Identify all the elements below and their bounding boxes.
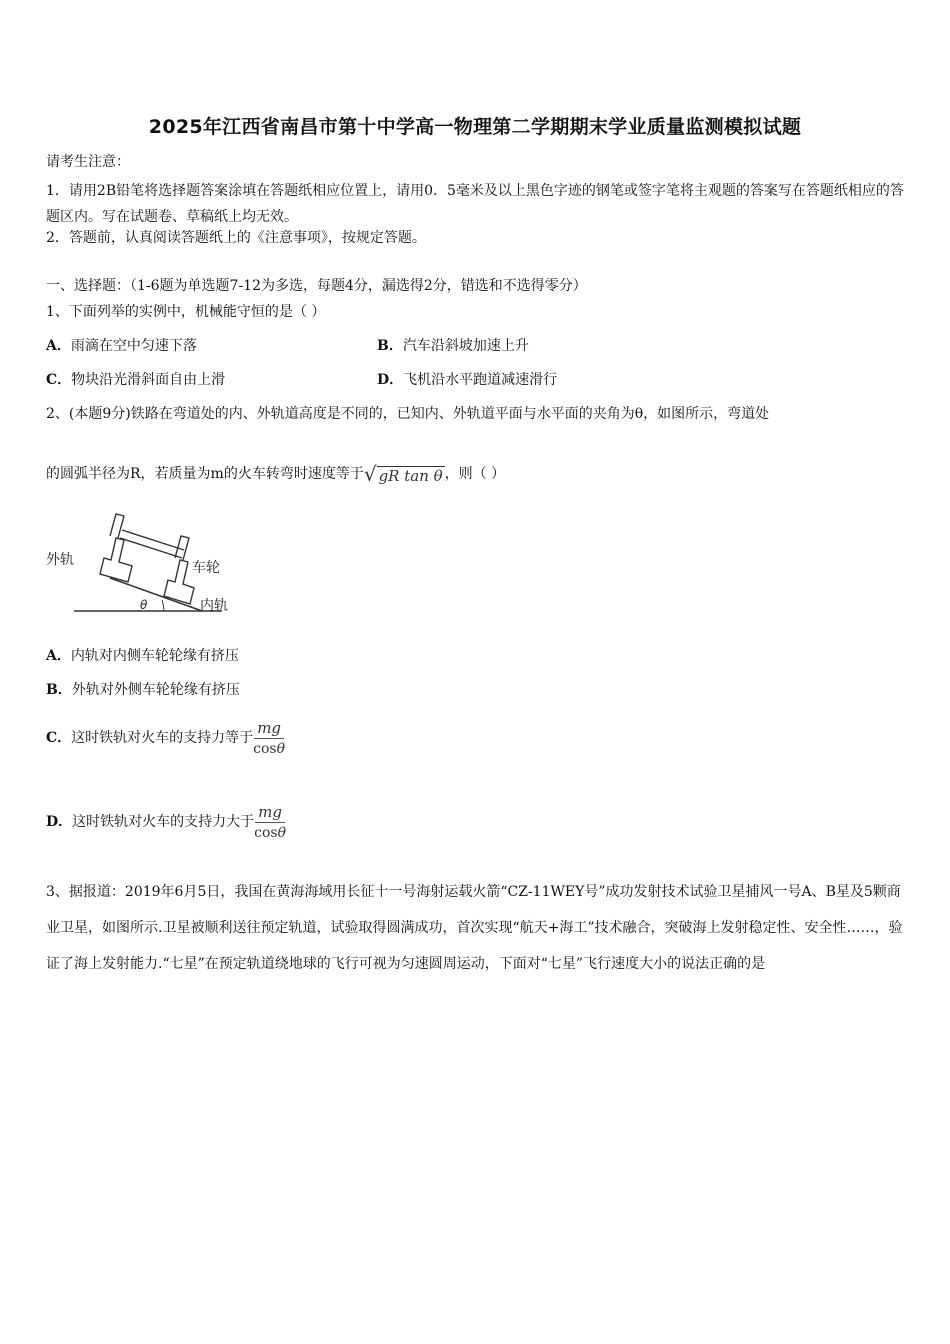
q1-option-d-label: D．	[377, 372, 404, 388]
q2-stem-line1: 2、(本题9分)铁路在弯道处的内、外轨道高度是不同的，已知内、外轨道平面与水平面的夹角为θ，如图所示，弯道处	[46, 406, 770, 422]
q2-option-a-label: A．	[46, 648, 71, 664]
q1-stem: 1、下面列举的实例中，机械能守恒的是（ ）	[46, 304, 326, 320]
q2-option-c-text: 这时铁轨对火车的支持力等于	[71, 730, 254, 746]
inner-rail-shape	[164, 560, 194, 604]
q2-option-c-label: C．	[46, 730, 72, 746]
fraction-den-func: cos	[253, 740, 277, 757]
outer-rail-label: 外轨	[46, 552, 74, 568]
fraction-formula	[253, 718, 285, 759]
q2-stem-after: ，则（ ）	[444, 466, 506, 482]
fraction-den-var: θ	[276, 740, 286, 757]
q3-stem: 3、据报道：2019年6月5日，我国在黄海海域用长征十一号海射运载火箭“CZ-11WEY号”成功发射技术试验卫星捕风一号A、B星及5颗商业卫星，如图所示.卫星被顺利送往预定轨道，试验取得圆满成功，首次实现“航天+海工”技术融合，突破海上发射稳定性、安全性……，验证了海上发射能力.“七星”在预定轨道绕地球的飞行可视为匀速圆周运动，下面对“七星”飞行速度大小的说法正确的是	[46, 884, 903, 972]
q2-option-d-label: D．	[46, 814, 73, 830]
q2-option-a-text: 内轨对内侧车轮轮缘有挤压	[70, 648, 239, 664]
q1-option-a	[46, 336, 197, 356]
axle-top	[122, 530, 184, 550]
fraction-formula	[254, 802, 286, 843]
rail-curve-figure	[44, 508, 244, 618]
section-heading: 一、选择题：（1-6题为单选题7-12为多选，每题4分，漏选得2分，错选和不选得零分）	[46, 278, 587, 294]
angle-arc	[162, 600, 164, 611]
q2-option-d	[46, 800, 286, 844]
sqrt-argument: gR tan θ	[378, 467, 443, 485]
q1-option-d-text: 飞机沿水平跑道减速滑行	[403, 372, 558, 388]
q1-option-b	[377, 336, 529, 356]
wheel-label: 车轮	[192, 560, 220, 576]
axle-bottom	[120, 538, 182, 558]
q1-option-d	[377, 370, 557, 390]
outer-wheel-flange	[110, 514, 124, 538]
q2-option-a	[46, 646, 239, 666]
outer-rail-shape	[100, 538, 132, 582]
q2-option-d-text: 这时铁轨对火车的支持力大于	[72, 814, 255, 830]
fraction-den-func: cos	[254, 824, 278, 841]
q2-option-b-label: B．	[46, 682, 72, 698]
q1-option-c	[46, 370, 225, 390]
fraction-denominator	[254, 823, 286, 843]
notice-heading: 请考生注意：	[46, 154, 130, 170]
q1-option-c-text: 物块沿光滑斜面自由上滑	[71, 372, 226, 388]
radical-sign: √	[363, 462, 377, 486]
q1-option-b-text: 汽车沿斜坡加速上升	[402, 338, 529, 354]
fraction-numerator: mg	[254, 718, 284, 739]
q1-option-b-label: B．	[377, 338, 403, 354]
sqrt-formula	[364, 463, 445, 485]
q1-option-a-text: 雨滴在空中匀速下落	[70, 338, 197, 354]
notice-item-2: 2．答题前，认真阅读答题纸上的《注意事项》，按规定答题。	[46, 230, 426, 246]
q1-option-a-label: A．	[46, 338, 71, 354]
q2-stem-line2	[46, 458, 505, 490]
fraction-denominator	[253, 739, 285, 759]
q2-option-b	[46, 680, 240, 700]
fraction-numerator: mg	[255, 802, 285, 823]
page-title: 2025年江西省南昌市第十中学高一物理第二学期期末学业质量监测模拟试题	[148, 116, 802, 138]
angle-label: θ	[140, 598, 148, 612]
fraction-den-var: θ	[277, 824, 287, 841]
q2-option-b-text: 外轨对外侧车轮轮缘有挤压	[71, 682, 240, 698]
q2-stem-before: 的圆弧半径为R，若质量为m的火车转弯时速度等于	[46, 466, 364, 482]
q1-option-c-label: C．	[46, 372, 72, 388]
q2-option-c	[46, 716, 285, 760]
notice-item-1: 1．请用2B铅笔将选择题答案涂填在答题纸相应位置上，请用0．5毫米及以上黑色字迹的钢笔或签字笔将主观题的答案写在答题纸相应的答题区内。写在试题卷、草稿纸上均无效。	[46, 183, 904, 225]
inner-rail-label: 内轨	[200, 598, 228, 614]
